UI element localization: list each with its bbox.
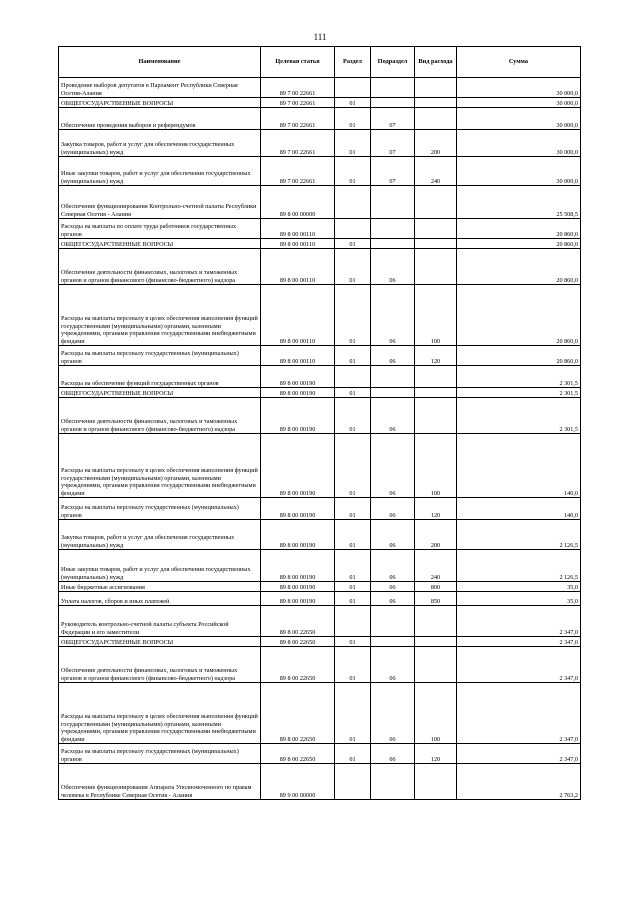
table-row — [59, 606, 581, 637]
cell-sum: 35,0 — [457, 592, 581, 606]
table-row — [59, 388, 581, 398]
cell-target-article: 89 8 00 00110 — [261, 285, 335, 346]
cell-target-article: 89 8 00 00110 — [261, 346, 335, 366]
cell-target-article: 89 7 00 22661 — [261, 130, 335, 157]
cell-expense-type: 100 — [415, 683, 457, 744]
cell-sum: 140,0 — [457, 498, 581, 520]
cell-subsection: 06 — [371, 346, 415, 366]
cell-subsection: 07 — [371, 130, 415, 157]
cell-sum: 2 301,5 — [457, 388, 581, 398]
cell-section: 01 — [335, 285, 371, 346]
cell-section: 01 — [335, 498, 371, 520]
cell-sum: 2 347,0 — [457, 683, 581, 744]
cell-name: Расходы на выплаты персоналу в целях обеспечения выполнения функций государственными (муниципальными) органами, казенными учреждениями, органами управления государственными внебюджетными фондами — [59, 683, 261, 744]
cell-subsection: 06 — [371, 592, 415, 606]
table-row — [59, 592, 581, 606]
cell-name: Иные бюджетные ассигнования — [59, 582, 261, 592]
cell-target-article: 89 7 00 22661 — [261, 78, 335, 98]
cell-name: Обеспечение деятельности финансовых, налоговых и таможенных органов и органов финансового (финансово-бюджетного) надзора — [59, 398, 261, 434]
cell-name: Руководитель контрольно-счетной палаты субъекта Российской Федерации и его заместители — [59, 606, 261, 637]
cell-sum: 140,0 — [457, 434, 581, 498]
cell-subsection — [371, 388, 415, 398]
cell-section: 01 — [335, 249, 371, 285]
cell-name: Обеспечение функционирования Аппарата Уполномоченного по правам человека в Республике Северная Осетия - Алания — [59, 764, 261, 800]
header-expense-type: Вид расхода — [415, 47, 457, 78]
cell-section: 01 — [335, 592, 371, 606]
cell-target-article: 89 8 00 22650 — [261, 647, 335, 683]
cell-section: 01 — [335, 683, 371, 744]
cell-name: ОБЩЕГОСУДАРСТВЕННЫЕ ВОПРОСЫ — [59, 637, 261, 647]
cell-name: Расходы на выплаты персоналу в целях обеспечения выполнения функций государственными (муниципальными) органами, казенными учреждениями, органами управления государственными внебюджетными фондами — [59, 434, 261, 498]
cell-target-article: 89 8 00 22650 — [261, 744, 335, 764]
cell-name: Проведение выборов депутатов в Парламент Республики Северная Осетия-Алания — [59, 78, 261, 98]
cell-name: Закупка товаров, работ и услуг для обеспечения государственных (муниципальных) нужд — [59, 130, 261, 157]
cell-section: 01 — [335, 239, 371, 249]
table-row — [59, 582, 581, 592]
table-row — [59, 98, 581, 108]
cell-section: 01 — [335, 744, 371, 764]
cell-section — [335, 764, 371, 800]
cell-section: 01 — [335, 434, 371, 498]
cell-target-article: 89 8 00 00110 — [261, 219, 335, 239]
cell-name: Обеспечение деятельности финансовых, налоговых и таможенных органов и органов финансового (финансово-бюджетного) надзора — [59, 647, 261, 683]
table-header-row — [59, 47, 581, 78]
cell-sum: 2 301,5 — [457, 398, 581, 434]
cell-target-article: 89 7 00 22661 — [261, 98, 335, 108]
cell-name: Обеспечение функционирования Контрольно-счетной палаты Республики Северная Осетия - Алания — [59, 186, 261, 219]
cell-subsection: 07 — [371, 108, 415, 130]
cell-section: 01 — [335, 520, 371, 550]
cell-expense-type — [415, 388, 457, 398]
cell-sum: 30 000,0 — [457, 98, 581, 108]
header-name: Наименование — [59, 47, 261, 78]
cell-name: Расходы на выплаты персоналу государственных (муниципальных) органов — [59, 744, 261, 764]
cell-expense-type — [415, 186, 457, 219]
cell-subsection: 06 — [371, 647, 415, 683]
cell-expense-type: 240 — [415, 157, 457, 186]
table-row — [59, 520, 581, 550]
cell-section: 01 — [335, 346, 371, 366]
cell-subsection — [371, 764, 415, 800]
cell-name: ОБЩЕГОСУДАРСТВЕННЫЕ ВОПРОСЫ — [59, 388, 261, 398]
table-row — [59, 108, 581, 130]
page-number: 111 — [313, 32, 327, 42]
cell-sum: 30 000,0 — [457, 78, 581, 98]
cell-target-article: 89 8 00 00190 — [261, 366, 335, 388]
cell-subsection — [371, 606, 415, 637]
cell-section: 01 — [335, 388, 371, 398]
cell-expense-type: 850 — [415, 592, 457, 606]
table-row — [59, 764, 581, 800]
cell-name: Расходы на выплаты по оплате труда работников государственных органов — [59, 219, 261, 239]
cell-target-article: 89 7 00 22661 — [261, 108, 335, 130]
cell-expense-type — [415, 606, 457, 637]
cell-section: 01 — [335, 637, 371, 647]
cell-sum: 20 860,0 — [457, 285, 581, 346]
cell-section: 01 — [335, 108, 371, 130]
cell-subsection: 06 — [371, 520, 415, 550]
table-row — [59, 219, 581, 239]
cell-subsection: 06 — [371, 550, 415, 582]
cell-expense-type: 100 — [415, 434, 457, 498]
cell-name: Уплата налогов, сборов и иных платежей — [59, 592, 261, 606]
cell-expense-type — [415, 366, 457, 388]
cell-sum: 25 508,5 — [457, 186, 581, 219]
budget-table — [58, 46, 581, 800]
cell-name: Обеспечение деятельности финансовых, налоговых и таможенных органов и органов финансового (финансово-бюджетного) надзора — [59, 249, 261, 285]
cell-target-article: 89 8 00 00190 — [261, 592, 335, 606]
cell-section: 01 — [335, 582, 371, 592]
cell-subsection — [371, 186, 415, 219]
cell-name: Расходы на выплаты персоналу в целях обеспечения выполнения функций государственными (муниципальными) органами, казенными учреждениями, органами управления государственными внебюджетными фондами — [59, 285, 261, 346]
cell-sum: 2 126,5 — [457, 550, 581, 582]
cell-sum: 2 347,0 — [457, 744, 581, 764]
cell-subsection: 06 — [371, 434, 415, 498]
cell-subsection: 06 — [371, 582, 415, 592]
cell-section — [335, 78, 371, 98]
header-target-article: Целевая статья — [261, 47, 335, 78]
cell-expense-type: 100 — [415, 285, 457, 346]
cell-target-article: 89 8 00 22650 — [261, 606, 335, 637]
cell-subsection: 06 — [371, 398, 415, 434]
cell-section: 01 — [335, 98, 371, 108]
cell-name: Закупка товаров, работ и услуг для обеспечения государственных (муниципальных) нужд — [59, 520, 261, 550]
cell-expense-type — [415, 108, 457, 130]
cell-sum: 2 763,2 — [457, 764, 581, 800]
cell-expense-type — [415, 398, 457, 434]
table-row — [59, 550, 581, 582]
cell-subsection — [371, 98, 415, 108]
table-row — [59, 346, 581, 366]
table-row — [59, 637, 581, 647]
cell-name: Расходы на обеспечение функций государственных органов — [59, 366, 261, 388]
cell-expense-type — [415, 637, 457, 647]
cell-sum: 30 000,0 — [457, 157, 581, 186]
cell-expense-type: 120 — [415, 498, 457, 520]
cell-expense-type — [415, 249, 457, 285]
cell-subsection — [371, 78, 415, 98]
cell-expense-type — [415, 647, 457, 683]
cell-target-article: 89 8 00 00190 — [261, 582, 335, 592]
cell-section: 01 — [335, 398, 371, 434]
cell-subsection — [371, 219, 415, 239]
cell-subsection: 06 — [371, 285, 415, 346]
cell-sum: 30 000,0 — [457, 108, 581, 130]
cell-target-article: 89 8 00 00190 — [261, 388, 335, 398]
cell-target-article: 89 8 00 00190 — [261, 550, 335, 582]
cell-target-article: 89 8 00 00190 — [261, 398, 335, 434]
cell-sum: 20 860,0 — [457, 239, 581, 249]
cell-target-article: 89 8 00 00190 — [261, 434, 335, 498]
table-row — [59, 498, 581, 520]
table-row — [59, 78, 581, 98]
cell-section — [335, 366, 371, 388]
table-row — [59, 683, 581, 744]
cell-name: Расходы на выплаты персоналу государственных (муниципальных) органов — [59, 498, 261, 520]
table-row — [59, 285, 581, 346]
header-subsection: Подраздел — [371, 47, 415, 78]
cell-name: ОБЩЕГОСУДАРСТВЕННЫЕ ВОПРОСЫ — [59, 98, 261, 108]
cell-section — [335, 606, 371, 637]
table-row — [59, 744, 581, 764]
cell-section: 01 — [335, 550, 371, 582]
cell-expense-type — [415, 764, 457, 800]
cell-name: Иные закупки товаров, работ и услуг для обеспечения государственных (муниципальных) нужд — [59, 550, 261, 582]
cell-target-article: 89 9 00 00000 — [261, 764, 335, 800]
cell-subsection: 06 — [371, 498, 415, 520]
cell-subsection: 06 — [371, 683, 415, 744]
table-row — [59, 239, 581, 249]
cell-subsection — [371, 366, 415, 388]
cell-expense-type: 200 — [415, 130, 457, 157]
cell-name: ОБЩЕГОСУДАРСТВЕННЫЕ ВОПРОСЫ — [59, 239, 261, 249]
cell-sum: 2 347,0 — [457, 637, 581, 647]
cell-section — [335, 186, 371, 219]
table-row — [59, 249, 581, 285]
cell-target-article: 89 8 00 00110 — [261, 249, 335, 285]
cell-subsection — [371, 637, 415, 647]
cell-expense-type — [415, 239, 457, 249]
cell-name: Расходы на выплаты персоналу государственных (муниципальных) органов — [59, 346, 261, 366]
table-body — [59, 78, 581, 800]
cell-target-article: 89 8 00 00000 — [261, 186, 335, 219]
cell-sum: 2 126,5 — [457, 520, 581, 550]
cell-expense-type — [415, 98, 457, 108]
cell-section: 01 — [335, 157, 371, 186]
cell-target-article: 89 8 00 00190 — [261, 498, 335, 520]
cell-sum: 30 000,0 — [457, 130, 581, 157]
cell-expense-type — [415, 78, 457, 98]
cell-subsection — [371, 239, 415, 249]
cell-name: Обеспечение проведения выборов и референдумов — [59, 108, 261, 130]
cell-target-article: 89 8 00 00110 — [261, 239, 335, 249]
cell-target-article: 89 7 00 22661 — [261, 157, 335, 186]
table-row — [59, 157, 581, 186]
table-row — [59, 130, 581, 157]
table-row — [59, 398, 581, 434]
table-row — [59, 434, 581, 498]
cell-name: Иные закупки товаров, работ и услуг для обеспечения государственных (муниципальных) нужд — [59, 157, 261, 186]
cell-section: 01 — [335, 647, 371, 683]
cell-expense-type: 240 — [415, 550, 457, 582]
cell-expense-type: 200 — [415, 520, 457, 550]
cell-target-article: 89 8 00 22650 — [261, 683, 335, 744]
header-section: Раздел — [335, 47, 371, 78]
cell-section: 01 — [335, 130, 371, 157]
cell-target-article: 89 8 00 22650 — [261, 637, 335, 647]
cell-subsection: 07 — [371, 157, 415, 186]
cell-sum: 35,0 — [457, 582, 581, 592]
table-row — [59, 186, 581, 219]
cell-sum: 20 860,0 — [457, 249, 581, 285]
cell-subsection: 06 — [371, 744, 415, 764]
cell-target-article: 89 8 00 00190 — [261, 520, 335, 550]
cell-sum: 20 860,0 — [457, 346, 581, 366]
cell-subsection: 06 — [371, 249, 415, 285]
cell-sum: 20 860,0 — [457, 219, 581, 239]
cell-expense-type: 120 — [415, 346, 457, 366]
table-row — [59, 366, 581, 388]
table-row — [59, 647, 581, 683]
cell-expense-type: 800 — [415, 582, 457, 592]
cell-sum: 2 301,5 — [457, 366, 581, 388]
cell-expense-type: 120 — [415, 744, 457, 764]
cell-sum: 2 347,0 — [457, 647, 581, 683]
cell-section — [335, 219, 371, 239]
header-sum: Сумма — [457, 47, 581, 78]
cell-sum: 2 347,0 — [457, 606, 581, 637]
cell-expense-type — [415, 219, 457, 239]
